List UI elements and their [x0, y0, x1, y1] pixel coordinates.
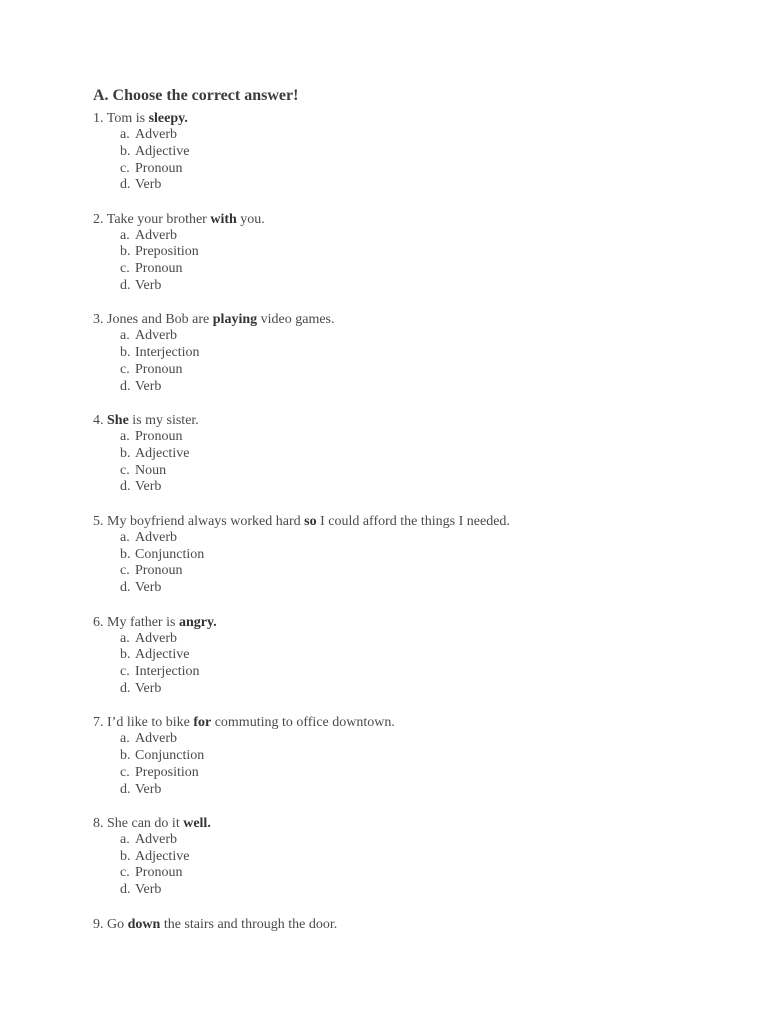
option-letter: c.: [120, 664, 130, 680]
question-7: [93, 714, 733, 798]
answer-options: [93, 832, 733, 899]
question-5: [93, 513, 733, 597]
answer-option: [120, 328, 733, 345]
question-number: 1.: [93, 111, 104, 126]
answer-option: [120, 647, 733, 664]
question-text-before: Tom is: [106, 111, 149, 126]
option-letter: d.: [120, 479, 131, 495]
answer-option: [120, 547, 733, 564]
question-keyword: sleepy.: [148, 111, 188, 126]
answer-option: [120, 379, 733, 396]
option-text: Conjunction: [135, 546, 205, 562]
question-keyword: with: [210, 211, 237, 227]
answer-option: [120, 161, 733, 178]
option-letter: c.: [120, 563, 130, 579]
option-letter: a.: [120, 529, 130, 545]
question-number: 2.: [93, 211, 104, 227]
question-text-after: commuting to office downtown.: [211, 715, 395, 731]
answer-option: [120, 127, 733, 144]
answer-option: [120, 530, 733, 547]
answer-option: [120, 362, 733, 379]
option-text: Adjective: [135, 848, 190, 864]
answer-options: [93, 228, 733, 295]
option-letter: a.: [120, 731, 130, 747]
option-letter: b.: [120, 445, 131, 461]
question-keyword: so: [304, 513, 317, 529]
answer-option: [120, 782, 733, 799]
answer-option: [120, 631, 733, 648]
option-letter: b.: [120, 747, 131, 763]
answer-option: [120, 681, 733, 698]
question-text: [93, 412, 733, 429]
answer-option: [120, 748, 733, 765]
answer-option: [120, 832, 733, 849]
option-letter: c.: [120, 361, 130, 377]
option-letter: d.: [120, 781, 131, 797]
option-letter: c.: [120, 865, 130, 881]
option-letter: b.: [120, 848, 131, 864]
option-text: Pronoun: [135, 563, 183, 579]
option-letter: a.: [120, 429, 130, 445]
option-text: Verb: [135, 378, 162, 394]
answer-option: [120, 278, 733, 295]
question-keyword: angry.: [178, 614, 217, 630]
option-text: Verb: [135, 479, 162, 495]
question-text-before: Jones and Bob are: [107, 312, 213, 328]
option-letter: c.: [120, 764, 130, 780]
option-text: Pronoun: [135, 261, 183, 277]
answer-option: [120, 228, 733, 245]
option-text: Adverb: [135, 529, 177, 545]
answer-option: [120, 429, 733, 446]
option-letter: a.: [120, 630, 130, 646]
answer-options: [93, 127, 733, 194]
question-number: 3.: [93, 312, 104, 328]
option-letter: d.: [120, 278, 131, 294]
option-letter: a.: [120, 831, 130, 847]
option-text: Adverb: [135, 127, 177, 142]
question-2: [93, 211, 733, 295]
question-keyword: well.: [183, 815, 211, 831]
question-4: [93, 412, 733, 496]
question-text: [93, 916, 733, 933]
option-letter: b.: [120, 244, 131, 260]
answer-option: [120, 144, 733, 161]
question-keyword: She: [107, 413, 129, 429]
option-text: Verb: [135, 580, 162, 596]
option-text: Verb: [135, 278, 162, 294]
question-text-before: My boyfriend always worked hard: [107, 513, 305, 529]
answer-option: [120, 849, 733, 866]
question-number: 7.: [93, 715, 104, 731]
option-text: Noun: [135, 462, 167, 478]
answer-option: [120, 580, 733, 597]
answer-options: [93, 530, 733, 597]
question-text-after: you.: [236, 211, 265, 227]
option-text: Adjective: [135, 647, 190, 663]
option-letter: b.: [120, 647, 131, 663]
option-letter: a.: [120, 227, 130, 243]
question-number: 6.: [93, 614, 104, 630]
option-letter: a.: [120, 127, 130, 142]
option-text: Preposition: [135, 244, 199, 260]
answer-option: [120, 446, 733, 463]
option-text: Adverb: [135, 831, 177, 847]
question-8: [93, 815, 733, 899]
answer-options: [93, 731, 733, 798]
question-9: [93, 916, 733, 933]
option-letter: b.: [120, 345, 131, 361]
question-3: [93, 311, 733, 395]
question-number: 4.: [93, 413, 104, 429]
option-text: Interjection: [135, 664, 200, 680]
answer-option: [120, 865, 733, 882]
answer-option: [120, 177, 733, 194]
option-text: Pronoun: [135, 361, 183, 377]
answer-options: [93, 328, 733, 395]
answer-options: [93, 631, 733, 698]
option-text: Adverb: [135, 630, 177, 646]
option-text: Pronoun: [135, 865, 183, 881]
answer-option: [120, 244, 733, 261]
option-text: Adjective: [135, 445, 190, 461]
question-text: [93, 110, 733, 127]
question-text-after: the stairs and through the door.: [160, 916, 338, 932]
question-text: [93, 513, 733, 530]
option-letter: c.: [120, 160, 130, 176]
question-text: [93, 614, 733, 631]
answer-option: [120, 345, 733, 362]
option-text: Interjection: [135, 345, 200, 361]
answer-option: [120, 882, 733, 899]
option-letter: b.: [120, 546, 131, 562]
question-keyword: playing: [212, 312, 258, 328]
question-text: [93, 211, 733, 228]
question-text-before: She can do it: [107, 815, 184, 831]
option-text: Pronoun: [135, 429, 183, 445]
question-text-before: My father is: [107, 614, 179, 630]
question-number: 5.: [93, 513, 104, 529]
option-letter: b.: [120, 143, 131, 159]
question-keyword: down: [127, 916, 161, 932]
option-letter: a.: [120, 328, 130, 344]
question-text-after: I could afford the things I needed.: [316, 513, 510, 529]
question-text-after: video games.: [257, 312, 335, 328]
answer-option: [120, 765, 733, 782]
option-text: Adverb: [135, 328, 177, 344]
option-letter: d.: [120, 580, 131, 596]
option-letter: d.: [120, 177, 131, 193]
question-text-before: Go: [107, 916, 128, 932]
option-letter: d.: [120, 882, 131, 898]
question-text-after: is my sister.: [128, 413, 199, 429]
option-text: Pronoun: [135, 160, 183, 176]
option-text: Conjunction: [135, 747, 205, 763]
answer-option: [120, 664, 733, 681]
question-1: [93, 110, 733, 194]
option-text: Adverb: [135, 731, 177, 747]
answer-options: [93, 429, 733, 496]
option-text: Preposition: [135, 764, 199, 780]
answer-option: [120, 563, 733, 580]
answer-option: [120, 261, 733, 278]
option-letter: d.: [120, 680, 131, 696]
answer-option: [120, 463, 733, 480]
option-text: Adjective: [135, 143, 190, 159]
question-number: 8.: [93, 815, 104, 831]
question-text: [93, 815, 733, 832]
option-text: Verb: [135, 680, 162, 696]
question-text-before: I’d like to bike: [107, 715, 194, 731]
question-text: [93, 311, 733, 328]
answer-option: [120, 731, 733, 748]
question-6: [93, 614, 733, 698]
question-text: [93, 714, 733, 731]
option-letter: c.: [120, 261, 130, 277]
option-text: Verb: [135, 882, 162, 898]
option-letter: d.: [120, 378, 131, 394]
option-text: Verb: [135, 177, 162, 193]
question-number: 9.: [93, 916, 104, 932]
worksheet-heading: A. Choose the correct answer!: [93, 87, 299, 104]
option-letter: c.: [120, 462, 130, 478]
question-keyword: for: [193, 715, 212, 731]
question-text-before: Take your brother: [106, 211, 211, 227]
option-text: Verb: [135, 781, 162, 797]
option-text: Adverb: [135, 227, 177, 243]
answer-option: [120, 479, 733, 496]
